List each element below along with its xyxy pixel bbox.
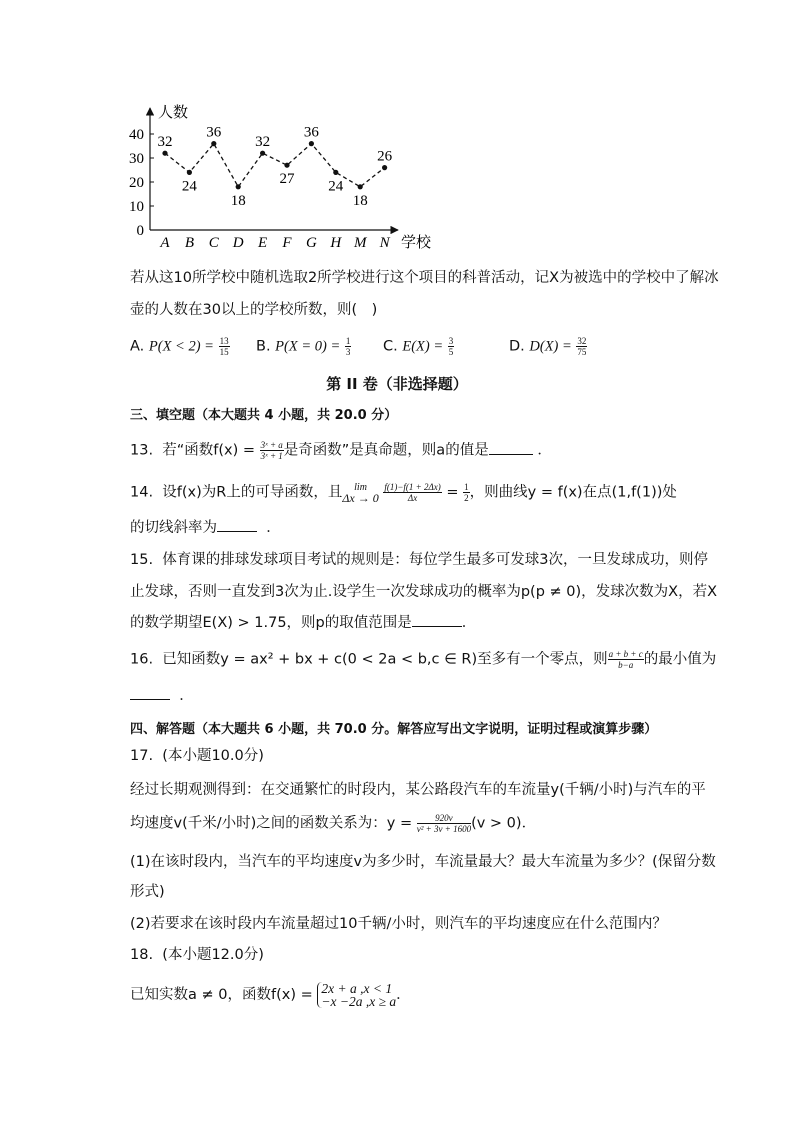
q14-end: ．	[266, 520, 281, 536]
data-point	[236, 184, 241, 189]
y-tick-label: 0	[136, 223, 144, 239]
q16-number: 16.	[130, 651, 154, 668]
x-tick-label: B	[184, 235, 194, 251]
q12-option-b	[256, 336, 351, 357]
q13-frac-num: 3ˣ + a	[260, 440, 283, 450]
q15-line1-text: 体育课的排球发球项目考试的规则是：每位学生最多可发球3次，一旦发球成功，则停	[162, 552, 709, 568]
option-a-num: 13	[219, 336, 229, 346]
q17-number: 17.	[130, 748, 154, 764]
q17-header	[130, 746, 264, 766]
data-point	[162, 151, 167, 156]
q16-pre: 已知函数y = ax² + bx + c(0 < 2a < b,c ∈ R)至多有一个零点，则	[162, 651, 608, 668]
q18-header	[130, 945, 264, 965]
data-label: 32	[157, 134, 173, 151]
q13	[130, 440, 552, 461]
data-point	[187, 170, 192, 175]
option-b-den: 3	[345, 347, 351, 357]
option-a-den: 15	[219, 347, 229, 357]
line-chart	[0, 0, 794, 260]
q16-post: 的最小值为	[643, 651, 717, 668]
q16	[130, 649, 716, 670]
q18-score: (本小题12.0分)	[162, 947, 264, 963]
q12-option-d	[509, 336, 587, 357]
data-point	[284, 163, 289, 168]
q15-line1	[130, 550, 708, 570]
option-d-num: 32	[577, 336, 587, 346]
q16-frac-num: a + b + c	[608, 649, 643, 659]
x-tick-label: E	[258, 235, 268, 251]
y-tick-label: 30	[129, 151, 144, 167]
section4-heading: 四、解答题（本大题共 6 小题，共 70.0 分。解答应写出文字说明，证明过程或演算步骤）	[130, 722, 658, 737]
option-c-label: C.	[383, 338, 398, 355]
q17-sub2: (2)若要求在该时段内车流量超过10千辆/小时，则汽车的平均速度应在什么范围内？	[130, 916, 667, 932]
data-label: 26	[377, 148, 393, 165]
q18-case2: −x −2a ,x ≥ a	[321, 994, 397, 1009]
q12-option-c	[383, 336, 454, 357]
q17-line2	[130, 813, 536, 834]
q14-lim-word: lim	[354, 481, 367, 493]
series-line	[165, 144, 385, 187]
option-d-label: D.	[509, 338, 525, 355]
data-label: 18	[352, 192, 368, 209]
q14-frac-den: Δx	[407, 493, 418, 503]
data-label: 36	[303, 124, 319, 141]
q17-frac-den: v² + 3v + 1600	[416, 824, 472, 834]
q17-sub1-line1: (1)在该时段内，当汽车的平均速度v为多少时，车流量最大？最大车流量为多少？(保留分数	[130, 854, 716, 870]
q12-option-a	[130, 336, 230, 357]
data-point	[309, 141, 314, 146]
q18-end: ．	[396, 987, 411, 1003]
data-label: 18	[230, 192, 246, 209]
q13-number: 13.	[130, 442, 154, 459]
q17-score: (本小题10.0分)	[162, 748, 264, 764]
option-b-label: B.	[256, 338, 271, 355]
option-c-expr: E(X) =	[402, 338, 444, 355]
q15-answer-blank[interactable]	[412, 626, 462, 627]
x-axis-label: 学校	[401, 235, 432, 251]
q13-answer-blank[interactable]	[489, 454, 533, 455]
q17-frac-num: 920v	[417, 813, 471, 824]
section2-title: 第 II 卷（非选择题）	[326, 375, 468, 393]
option-d-expr: D(X) =	[529, 338, 572, 355]
data-label: 24	[328, 178, 344, 195]
x-tick-label: D	[232, 235, 244, 251]
q13-pre: 若“函数f(x) =	[162, 442, 256, 459]
data-label: 32	[255, 134, 271, 151]
x-tick-label: H	[330, 235, 342, 251]
section3-heading: 三、填空题（本大题共 4 小题，共 20.0 分）	[130, 408, 398, 423]
x-tick-label: C	[208, 235, 219, 251]
option-b-num: 1	[345, 336, 351, 346]
option-c-num: 3	[448, 336, 454, 346]
option-a-expr: P(X < 2) =	[148, 338, 214, 355]
q17-sub1-line2: 形式)	[130, 884, 165, 900]
x-tick-label: F	[282, 235, 292, 251]
y-tick-label: 10	[129, 199, 144, 215]
y-tick-label: 20	[129, 175, 144, 191]
y-tick-label: 40	[129, 127, 144, 143]
q14-number: 14.	[130, 484, 154, 501]
data-point	[358, 184, 363, 189]
q14-frac-num: f(1)−f(1 + 2Δx)	[384, 482, 441, 492]
q18-stem	[130, 982, 411, 1008]
q14-post: ，则曲线y = f(x)在点(1,f(1))处	[469, 484, 677, 501]
q12-stem-line2: 壶的人数在30以上的学校所数，则( )	[130, 302, 378, 318]
q16-end: ．	[179, 688, 194, 704]
data-point	[333, 170, 338, 175]
q15-line3	[130, 613, 476, 633]
q17-line1: 经过长期观测得到：在交通繁忙的时段内，某公路段汽车的车流量y(千辆/小时)与汽车的平	[130, 782, 706, 798]
q15-line3-text: 的数学期望E(X) > 1.75，则p的取值范围是	[130, 615, 412, 631]
option-c-den: 5	[448, 347, 454, 357]
q18-pre: 已知实数a ≠ 0，函数f(x) =	[130, 987, 313, 1003]
option-b-expr: P(X = 0) =	[275, 338, 341, 355]
q13-end: ．	[537, 442, 552, 459]
q16-frac-den: b−a	[618, 660, 634, 670]
x-tick-label: A	[160, 235, 170, 251]
option-a-label: A.	[130, 338, 145, 355]
option-d-den: 75	[577, 347, 587, 357]
data-point	[382, 165, 387, 170]
q13-post: 是奇函数”是真命题，则a的值是	[283, 442, 489, 459]
y-axis-label: 人数	[158, 105, 189, 121]
q18-number: 18.	[130, 947, 154, 963]
x-tick-label: M	[353, 235, 367, 251]
q15-end: ．	[461, 615, 477, 631]
q14-lim-sub: Δx → 0	[342, 490, 379, 505]
q14-half-num: 1	[464, 482, 469, 492]
data-label: 36	[206, 124, 222, 141]
q18-case1: 2x + a ,x < 1	[321, 981, 393, 996]
data-label: 24	[181, 178, 197, 195]
q14	[130, 482, 677, 503]
q14-half-den: 2	[464, 493, 469, 503]
x-tick-label: G	[305, 235, 317, 251]
q14-answer-blank[interactable]	[217, 531, 257, 532]
q17-line2-post: (v > 0)．	[471, 815, 537, 832]
q13-frac-den: 3ˣ + 1	[260, 451, 283, 461]
q16-answer-blank[interactable]	[130, 699, 170, 700]
q14-eq: =	[446, 484, 459, 501]
q15-number: 15.	[130, 552, 154, 568]
q14-line2	[130, 518, 281, 538]
q15-line2: 止发球，否则一直发到3次为止.设学生一次发球成功的概率为p(p ≠ 0)，发球次数为X，若X	[130, 584, 718, 600]
q12-stem-line1: 若从这10所学校中随机选取2所学校进行这个项目的科普活动，记X为被选中的学校中了解冰	[130, 270, 719, 286]
q14-pre: 设f(x)为R上的可导函数，且	[162, 484, 343, 501]
data-point	[260, 151, 265, 156]
q16-line2	[130, 686, 194, 706]
q14-line2-text: 的切线斜率为	[130, 520, 217, 536]
data-label: 27	[279, 171, 295, 188]
q17-line2-pre: 均速度v(千米/小时)之间的函数关系为：y =	[130, 815, 413, 832]
x-tick-label: N	[379, 235, 390, 251]
data-point	[211, 141, 216, 146]
